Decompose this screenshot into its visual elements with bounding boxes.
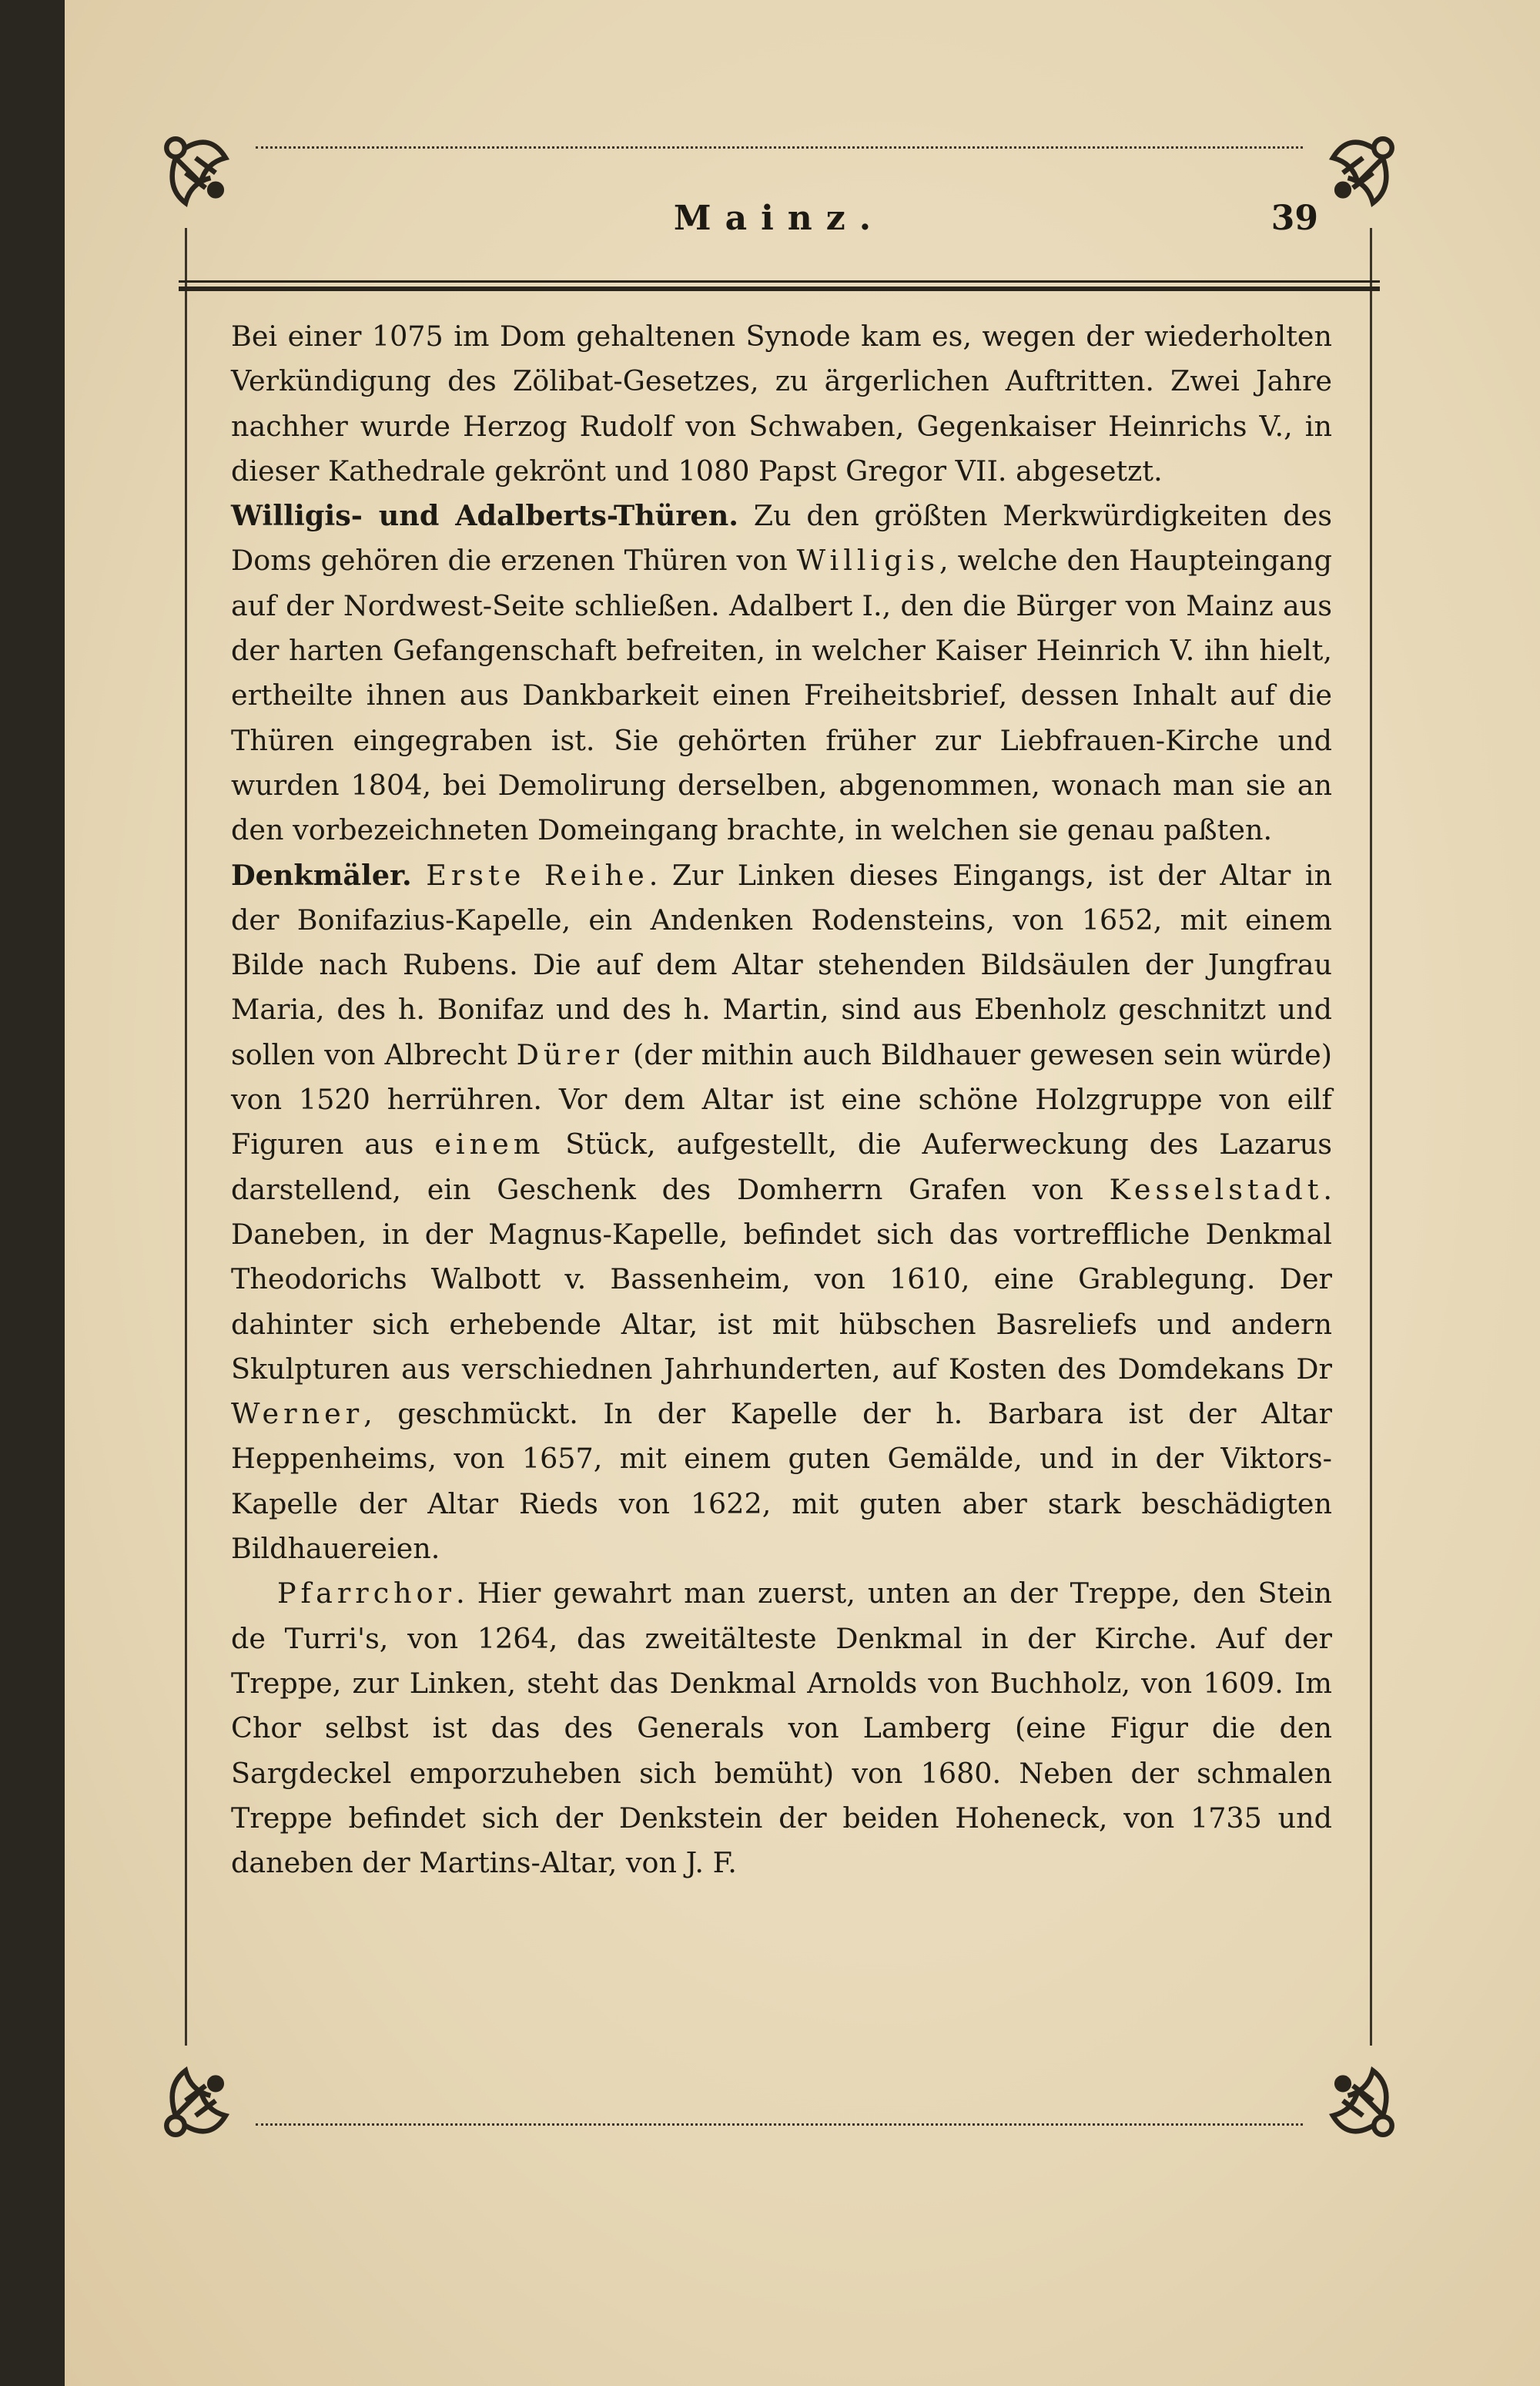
text-run: Stück, aufgestellt, die Auferweckung des Lazarus darstellend, ein Geschenk des Domherrn Grafen von bbox=[231, 1128, 1332, 1206]
spaced-name: einem bbox=[434, 1128, 545, 1161]
section-heading: Denkmäler. bbox=[231, 858, 412, 892]
spaced-name: Kesselstadt bbox=[1109, 1172, 1324, 1206]
text-run: . Zur Linken dieses Eingangs, ist der Altar in der Bonifazius-Kapelle, ein Andenken Rodensteins, von 1652, mit einem Bilde nach Rubens. Die auf dem Altar stehenden Bildsäulen der Jungfrau Maria, des h. Bonifaz und des h. Martin, sind aus Ebenholz geschnitzt und sollen von Albrecht bbox=[231, 858, 1332, 1071]
page-header bbox=[179, 193, 1380, 254]
frame-bottom-rule bbox=[256, 2123, 1303, 2127]
paragraph-2 bbox=[231, 494, 1332, 853]
frame-right-rule bbox=[1370, 228, 1374, 2046]
paragraph-4 bbox=[231, 1571, 1332, 1885]
corner-ornament-icon bbox=[156, 2046, 256, 2146]
spaced-name: Erste Reihe bbox=[426, 858, 649, 892]
paragraph-3 bbox=[231, 853, 1332, 1572]
text-run: Zu den größten Merkwürdigkeiten des Doms gehören die erzenen Thüren von bbox=[231, 499, 1332, 578]
text-run: Bei einer 1075 im Dom gehaltenen Synode kam es, wegen der wiederholten Verkündigung des Zölibat-Gesetzes, zu ärgerlichen Auftritten. Zwei Jahre nachher wurde Herzog Rudolf von Schwaben, Gegenkaiser Heinrichs V., in dieser Kathedrale gekrönt und 1080 Papst Gregor VII. abgesetzt. bbox=[231, 320, 1332, 488]
frame-top-rule bbox=[256, 146, 1303, 150]
text-run: . Hier gewahrt man zuerst, unten an der Treppe, den Stein de Turri's, von 1264, das zweitälteste Denkmal in der Kirche. Auf der Treppe, zur Linken, steht das Denkmal Arnolds von Buchholz, von 1609. Im Chor selbst ist das des Generals von Lamberg (eine Figur die den Sargdeckel emporzuheben sich bemüht) von 1680. Neben der schmalen Treppe befindet sich der Denkstein der beiden Hoheneck, von 1735 und daneben der Martins-Altar, von J. F. bbox=[231, 1577, 1332, 1880]
spaced-name: Dürer bbox=[516, 1037, 624, 1071]
spaced-name: Willigis bbox=[796, 544, 939, 578]
frame-left-rule bbox=[185, 228, 189, 2046]
text-run: , welche den Haupteingang auf der Nordwest-Seite schließen. Adalbert I., den die Bürger von Mainz aus der harten Gefangenschaft befreiten, in welcher Kaiser Heinrich V. ihn hielt, ertheilte ihnen aus Dankbarkeit einen Freiheitsbrief, dessen Inhalt auf die Thüren eingegraben ist. Sie gehörten früher zur Liebfrauen-Kirche und wurden 1804, bei Demolirung derselben, abgenommen, wonach man sie an den vorbezeichneten Domeingang brachte, in welchen sie genau paßten. bbox=[231, 544, 1332, 847]
main-text bbox=[231, 314, 1332, 1885]
text-run: (der mithin auch Bildhauer gewesen sein würde) von 1520 herrühren. Vor dem Altar ist eine schöne Holzgruppe von eilf Figuren aus bbox=[231, 1037, 1333, 1161]
page-number: 39 bbox=[1270, 199, 1318, 238]
section-heading: Willigis- und Adalberts-Thüren. bbox=[231, 499, 738, 533]
corner-ornament-icon bbox=[1303, 2046, 1403, 2146]
text-run: . Daneben, in der Magnus-Kapelle, befindet sich das vortreffliche Denkmal Theodorichs Walbott v. Bassenheim, von 1610, eine Grablegung. Der dahinter sich erhebende Altar, ist mit hübschen Basreliefs und andern Skulpturen aus verschiednen Jahrhunderten, auf Kosten des Domdekans Dr bbox=[231, 1172, 1332, 1386]
paragraph-1 bbox=[231, 314, 1332, 494]
text-run bbox=[412, 859, 427, 892]
text-run: , geschmückt. In der Kapelle der h. Barbara ist der Altar Heppenheims, von 1657, mit einem guten Gemälde, und in der Viktors-Kapelle der Altar Rieds von 1622, mit guten aber stark beschädigten Bildhauereien. bbox=[231, 1397, 1332, 1566]
spaced-name: Pfarrchor bbox=[277, 1577, 457, 1610]
header-double-rule bbox=[179, 280, 1380, 291]
spaced-name: Werner bbox=[231, 1397, 364, 1431]
running-title: Mainz. bbox=[673, 199, 886, 238]
